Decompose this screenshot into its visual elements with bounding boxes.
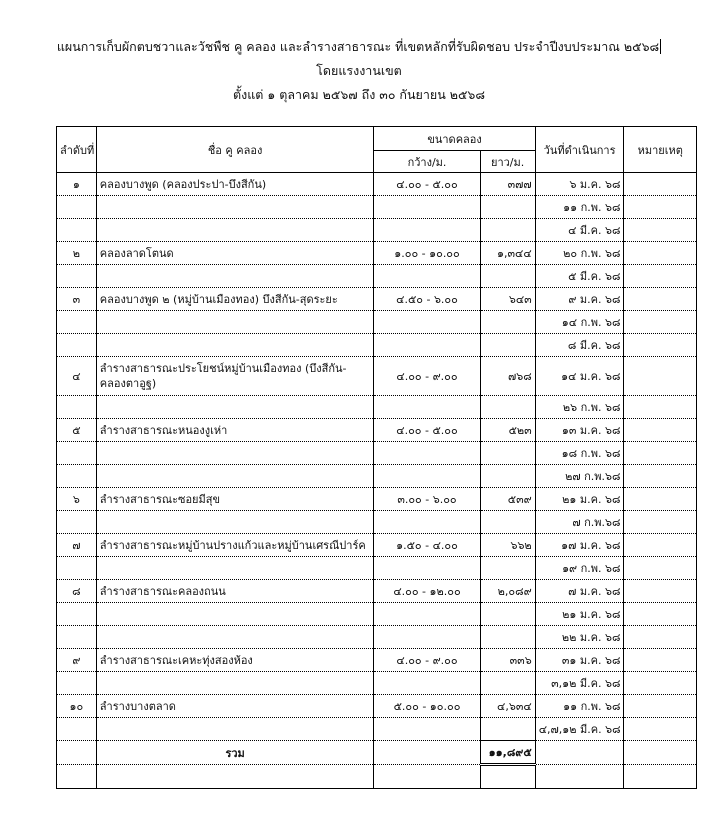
row-order (57, 626, 97, 649)
row-length: ๒,๐๘๙ (480, 580, 535, 603)
table-body (57, 173, 697, 741)
row-order: ๑๐ (57, 695, 97, 718)
row-order: ๗ (57, 534, 97, 557)
row-date: ๖ ม.ค. ๖๘ (535, 173, 624, 196)
row-width: ๔.๐๐ - ๙.๐๐ (374, 649, 480, 672)
row-date: ๕ มี.ค. ๖๘ (535, 265, 624, 288)
row-name (96, 511, 374, 534)
row-width (374, 557, 480, 580)
row-length: ๑,๓๔๔ (480, 242, 535, 265)
row-length (480, 672, 535, 695)
row-order (57, 511, 97, 534)
total-cell-empty (374, 741, 480, 765)
row-remark (624, 534, 697, 557)
row-width: ๔.๐๐ - ๕.๐๐ (374, 173, 480, 196)
total-row (57, 741, 697, 765)
row-name: คลองบางพูด (คลองประปา-บึงสีกัน) (96, 173, 374, 196)
table-row (57, 265, 697, 288)
row-width: ๔.๐๐ - ๙.๐๐ (374, 357, 480, 396)
table-row (57, 511, 697, 534)
row-order: ๕ (57, 419, 97, 442)
row-order (57, 672, 97, 695)
row-length: ๖๔๓ (480, 288, 535, 311)
table-row (57, 288, 697, 311)
row-width: ๑.๕๐ - ๔.๐๐ (374, 534, 480, 557)
row-date: ๑๓ ม.ค. ๖๘ (535, 419, 624, 442)
blank-cell (374, 765, 480, 789)
row-date: ๑๑ ก.พ. ๖๘ (535, 695, 624, 718)
row-length (480, 465, 535, 488)
row-date: ๑๘ ก.พ. ๖๘ (535, 442, 624, 465)
table-row (57, 173, 697, 196)
table-row (57, 534, 697, 557)
row-remark (624, 396, 697, 419)
table-row (57, 419, 697, 442)
row-date: ๒๒ ม.ค. ๖๘ (535, 626, 624, 649)
row-order: ๖ (57, 488, 97, 511)
table-row (57, 626, 697, 649)
row-remark (624, 173, 697, 196)
row-remark (624, 242, 697, 265)
blank-cell (624, 765, 697, 789)
row-name: ลำรางสาธารณะประโยชน์หมู่บ้านเมืองทอง (บึงสีกัน-คลองตาอูฐ) (96, 357, 374, 396)
row-order (57, 396, 97, 419)
row-name (96, 396, 374, 419)
row-width (374, 465, 480, 488)
header-date: วันที่ดำเนินการ (535, 127, 624, 173)
row-width (374, 718, 480, 741)
row-width (374, 196, 480, 219)
row-length: ๕๒๓ (480, 419, 535, 442)
total-value: ๑๑,๘๙๕ (480, 741, 535, 765)
row-name (96, 672, 374, 695)
header-order: ลำดับที่ (57, 127, 97, 173)
total-cell-empty (624, 741, 697, 765)
table-row (57, 334, 697, 357)
document-subtitle: โดยแรงงานเขต (316, 63, 402, 78)
row-width: ๔.๐๐ - ๕.๐๐ (374, 419, 480, 442)
row-remark (624, 672, 697, 695)
row-order: ๒ (57, 242, 97, 265)
row-remark (624, 219, 697, 242)
row-width: ๕.๐๐ - ๑๐.๐๐ (374, 695, 480, 718)
plan-table (56, 126, 697, 789)
blank-cell (57, 765, 97, 789)
row-date: ๗ ก.พ.๖๘ (535, 511, 624, 534)
row-order: ๔ (57, 357, 97, 396)
row-remark (624, 465, 697, 488)
row-date: ๓,๑๒ มี.ค. ๖๘ (535, 672, 624, 695)
row-remark (624, 580, 697, 603)
table-row (57, 649, 697, 672)
row-order (57, 465, 97, 488)
row-name: ลำรางสาธารณะซอยมีสุข (96, 488, 374, 511)
row-width (374, 265, 480, 288)
table-row (57, 442, 697, 465)
row-width (374, 334, 480, 357)
row-name (96, 557, 374, 580)
row-name: คลองบางพูด ๒ (หมู่บ้านเมืองทอง) บึงสีกัน-สุดระยะ (96, 288, 374, 311)
row-date: ๑๗ ม.ค. ๖๘ (535, 534, 624, 557)
row-name (96, 465, 374, 488)
row-remark (624, 265, 697, 288)
table-row (57, 718, 697, 741)
row-remark (624, 196, 697, 219)
table-row (57, 557, 697, 580)
row-order (57, 311, 97, 334)
row-order (57, 442, 97, 465)
row-order (57, 603, 97, 626)
row-remark (624, 511, 697, 534)
table-row (57, 603, 697, 626)
row-width (374, 603, 480, 626)
header-width: กว้าง/ม. (374, 151, 480, 173)
row-width: ๑.๐๐ - ๑๐.๐๐ (374, 242, 480, 265)
header-size: ขนาดคลอง (374, 127, 535, 151)
row-length (480, 603, 535, 626)
row-date: ๙ ม.ค. ๖๘ (535, 288, 624, 311)
row-length (480, 334, 535, 357)
row-name (96, 311, 374, 334)
total-cell-empty (535, 741, 624, 765)
row-name (96, 265, 374, 288)
header-length: ยาว/ม. (480, 151, 535, 173)
row-length (480, 219, 535, 242)
row-remark (624, 288, 697, 311)
row-width (374, 396, 480, 419)
row-name: ลำรางสาธารณะเคหะทุ่งสองห้อง (96, 649, 374, 672)
row-name (96, 626, 374, 649)
row-order (57, 718, 97, 741)
table-row (57, 242, 697, 265)
row-date: ๑๔ ก.พ. ๖๘ (535, 311, 624, 334)
document-period: ตั้งแต่ ๑ ตุลาคม ๒๕๖๗ ถึง ๓๐ กันยายน ๒๕๖๘ (232, 87, 486, 102)
row-date: ๘ มี.ค. ๖๘ (535, 334, 624, 357)
row-length (480, 265, 535, 288)
row-length (480, 396, 535, 419)
row-date: ๔ มี.ค. ๖๘ (535, 219, 624, 242)
row-length: ๔,๖๓๔ (480, 695, 535, 718)
table-row (57, 196, 697, 219)
row-name: ลำรางสาธารณะหนองงูเห่า (96, 419, 374, 442)
row-width: ๔.๕๐ - ๖.๐๐ (374, 288, 480, 311)
table-row (57, 580, 697, 603)
row-order (57, 265, 97, 288)
row-remark (624, 626, 697, 649)
row-name (96, 196, 374, 219)
row-date: ๑๙ ก.พ. ๖๘ (535, 557, 624, 580)
row-name (96, 219, 374, 242)
row-name: ลำรางบางตลาด (96, 695, 374, 718)
row-length: ๓๗๗ (480, 173, 535, 196)
row-order (57, 557, 97, 580)
row-remark (624, 357, 697, 396)
blank-row (57, 765, 697, 789)
row-order (57, 219, 97, 242)
blank-cell (480, 765, 535, 789)
row-remark (624, 334, 697, 357)
table-row (57, 672, 697, 695)
blank-cell (535, 765, 624, 789)
row-name (96, 718, 374, 741)
row-length: ๕๓๙ (480, 488, 535, 511)
row-order (57, 334, 97, 357)
row-width: ๓.๐๐ - ๖.๐๐ (374, 488, 480, 511)
row-order: ๙ (57, 649, 97, 672)
table-row (57, 488, 697, 511)
row-remark (624, 419, 697, 442)
row-length: ๗๖๘ (480, 357, 535, 396)
total-cell-empty (57, 741, 97, 765)
table-row (57, 311, 697, 334)
row-order: ๑ (57, 173, 97, 196)
row-date: ๒๐ ก.พ. ๖๘ (535, 242, 624, 265)
row-length (480, 718, 535, 741)
table-row (57, 396, 697, 419)
table-row (57, 465, 697, 488)
row-length (480, 442, 535, 465)
row-length (480, 196, 535, 219)
row-date: ๒๗ ก.พ.๖๘ (535, 465, 624, 488)
table-row (57, 219, 697, 242)
row-remark (624, 557, 697, 580)
row-order: ๓ (57, 288, 97, 311)
row-width: ๔.๐๐ - ๑๒.๐๐ (374, 580, 480, 603)
text-cursor (660, 39, 661, 54)
row-name: ลำรางสาธารณะคลองถนน (96, 580, 374, 603)
row-date: ๑๑ ก.พ. ๖๘ (535, 196, 624, 219)
row-remark (624, 695, 697, 718)
row-length: ๖๖๒ (480, 534, 535, 557)
row-length (480, 511, 535, 534)
row-remark (624, 603, 697, 626)
row-date: ๒๖ ก.พ. ๖๘ (535, 396, 624, 419)
table-row (57, 695, 697, 718)
row-width (374, 442, 480, 465)
row-width (374, 672, 480, 695)
row-length (480, 557, 535, 580)
header-name: ชื่อ คู คลอง (96, 127, 374, 173)
row-length (480, 311, 535, 334)
row-name (96, 442, 374, 465)
row-remark (624, 311, 697, 334)
row-width (374, 626, 480, 649)
row-length: ๓๓๖ (480, 649, 535, 672)
row-name (96, 603, 374, 626)
title-line-1: แผนการเก็บผักตบชวาและวัชพืช คู คลอง และลำรางสาธารณะ ที่เขตหลักที่รับผิดชอบ ประจำปีงบประมาณ ๒๕๖๘ (56, 39, 660, 54)
row-date: ๒๑ ม.ค. ๖๘ (535, 488, 624, 511)
row-name: ลำรางสาธารณะหมู่บ้านปรางแก้วและหมู่บ้านเศรณีปาร์ค (96, 534, 374, 557)
row-name (96, 334, 374, 357)
table-row (57, 357, 697, 396)
row-remark (624, 718, 697, 741)
row-width (374, 511, 480, 534)
row-remark (624, 488, 697, 511)
row-order (57, 196, 97, 219)
row-order: ๘ (57, 580, 97, 603)
row-date: ๑๔ ม.ค. ๖๘ (535, 357, 624, 396)
row-width (374, 219, 480, 242)
row-length (480, 626, 535, 649)
blank-cell (96, 765, 374, 789)
total-label: รวม (96, 741, 374, 765)
row-remark (624, 442, 697, 465)
row-name: คลองลาดโตนด (96, 242, 374, 265)
row-date: ๓๑ ม.ค. ๖๘ (535, 649, 624, 672)
row-remark (624, 649, 697, 672)
row-date: ๔,๗,๑๒ มี.ค. ๖๘ (535, 718, 624, 741)
header-remark: หมายเหตุ (624, 127, 697, 173)
document-title (0, 38, 718, 55)
row-width (374, 311, 480, 334)
row-date: ๒๑ ม.ค. ๖๘ (535, 603, 624, 626)
row-date: ๗ ม.ค. ๖๘ (535, 580, 624, 603)
